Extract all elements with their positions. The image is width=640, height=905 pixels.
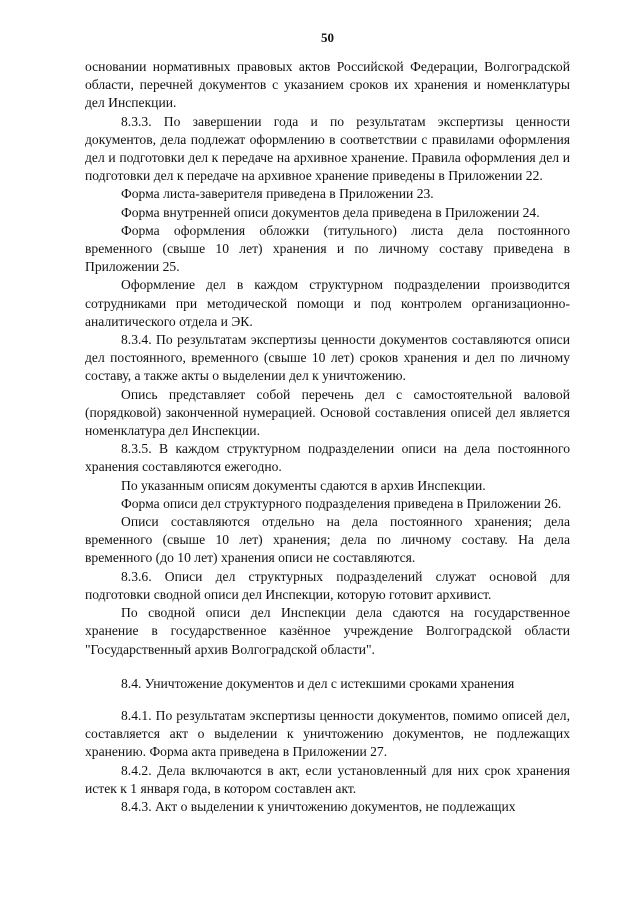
paragraph: По указанным описям документы сдаются в архив Инспекции.	[121, 477, 486, 493]
paragraph: Оформление дел в каждом структурном подразделении производится сотрудниками при методической помощи и под контролем организационно-аналитического отдела и ЭК.	[85, 277, 570, 329]
page-number: 50	[321, 30, 334, 45]
paragraph: Форма листа-заверителя приведена в Приложении 23.	[121, 186, 434, 202]
paragraph: 8.3.6. Описи дел структурных подразделений служат основой для подготовки сводной описи дел Инспекции, которую готовит архивист.	[85, 568, 570, 602]
paragraph: 8.4.3. Акт о выделении к уничтожению документов, не подлежащих	[121, 798, 516, 814]
paragraph: основании нормативных правовых актов Российской Федерации, Волгоградской области, перечней документов с указанием сроков их хранения и номенклатуры дел Инспекции.	[85, 59, 570, 111]
paragraph: Форма оформления обложки (титульного) листа дела постоянного временного (свыше 10 лет) хранения и по личному составу приведена в Приложении 25.	[85, 222, 570, 275]
paragraph: 8.4.1. По результатам экспертизы ценности документов, помимо описей дел, составляется акт о выделении к уничтожению документов, не подлежащих хранению. Форма акта приведена в Приложении 27.	[85, 707, 570, 760]
paragraph: Форма описи дел структурного подразделения приведена в Приложении 26.	[121, 495, 562, 511]
paragraph: 8.3.3. По завершении года и по результатам экспертизы ценности документов, дела подлежат оформлению в соответствии с правилами оформления дел и подготовки дел к передаче на архивное хранение. Правила оформления дел и подготовки дел к передаче на архивное хранение приведены в Приложении 22.	[85, 113, 570, 184]
document-body	[85, 58, 570, 816]
paragraph: Опись представляет собой перечень дел с самостоятельной валовой (порядковой) законченной нумерацией. Основой составления описей дел является номенклатура дел Инспекции.	[85, 386, 570, 439]
paragraph: 8.3.4. По результатам экспертизы ценности документов составляются описи дел постоянного, временного (свыше 10 лет) сроков хранения и дел по личному составу, а также акты о выделении дел к уничтожению.	[85, 332, 570, 384]
paragraph: Описи составляются отдельно на дела постоянного хранения; дела временного (свыше 10 лет) хранения; дела по личному составу. На дела временного (до 10 лет) хранения описи не составляются.	[85, 514, 570, 566]
paragraph: 8.3.5. В каждом структурном подразделении описи на дела постоянного хранения составляются ежегодно.	[85, 441, 570, 475]
paragraph: 8.4.2. Дела включаются в акт, если установленный для них срок хранения истек к 1 января года, в котором составлен акт.	[85, 762, 570, 796]
paragraph: По сводной описи дел Инспекции дела сдаются на государственное хранение в государственное казённое учреждение Волгоградской области "Государственный архив Волгоградской области".	[85, 605, 570, 657]
section-heading: 8.4. Уничтожение документов и дел с истекшими сроками хранения	[121, 675, 515, 691]
paragraph: Форма внутренней описи документов дела приведена в Приложении 24.	[121, 204, 540, 220]
